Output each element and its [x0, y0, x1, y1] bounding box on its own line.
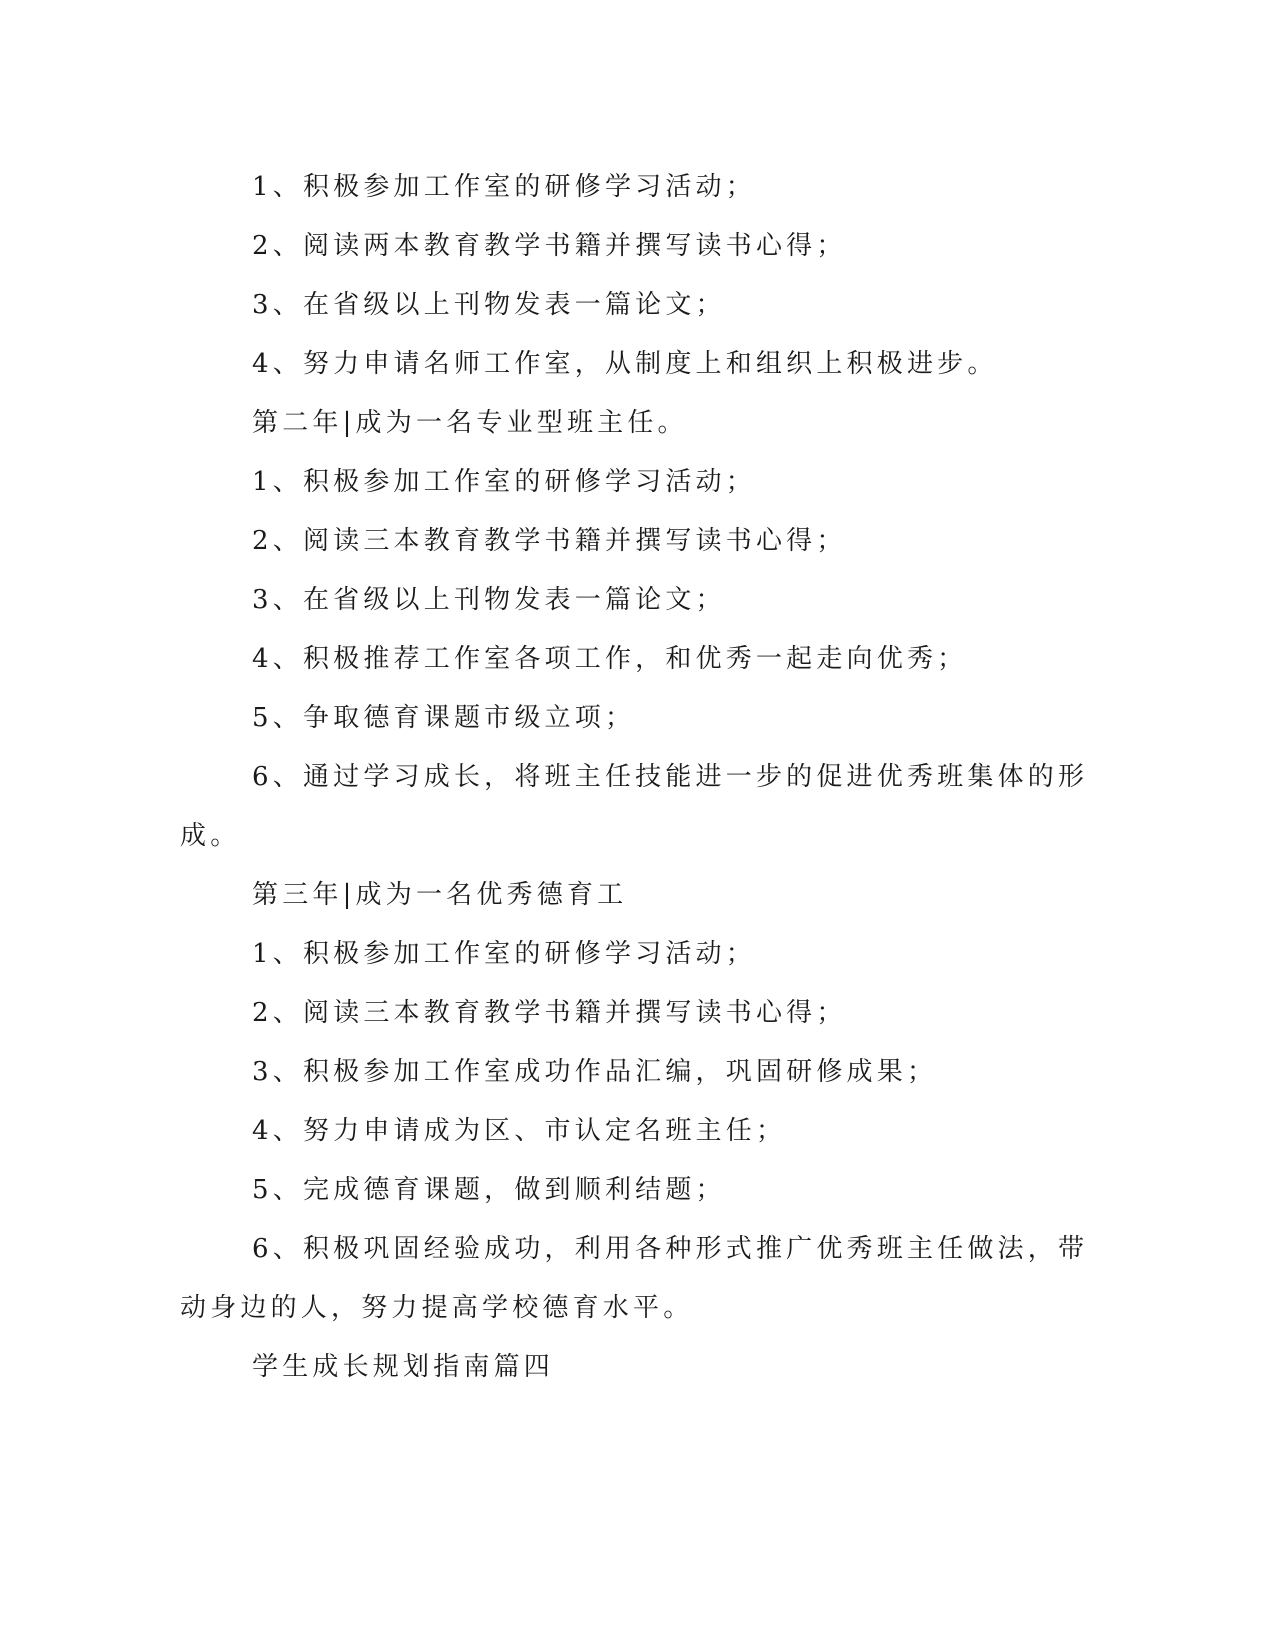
paragraph-line: 4、努力申请名师工作室，从制度上和组织上积极进步。	[252, 349, 998, 379]
paragraph-line-continued: 成。	[180, 821, 241, 851]
paragraph-line: 4、积极推荐工作室各项工作，和优秀一起走向优秀；	[252, 644, 968, 674]
section-heading: 学生成长规划指南篇四	[252, 1352, 555, 1382]
paragraph-line: 2、阅读三本教育教学书籍并撰写读书心得；	[252, 526, 847, 556]
paragraph-line: 5、完成德育课题，做到顺利结题；	[252, 1175, 726, 1205]
paragraph-line: 3、在省级以上刊物发表一篇论文；	[252, 290, 726, 320]
document-body	[180, 158, 1089, 1397]
paragraph-line: 4、努力申请成为区、市认定名班主任；	[252, 1116, 787, 1146]
paragraph-line: 1、积极参加工作室的研修学习活动；	[252, 172, 756, 202]
paragraph-line: 2、阅读两本教育教学书籍并撰写读书心得；	[252, 231, 847, 261]
paragraph-line-continued: 动身边的人，努力提高学校德育水平。	[180, 1293, 694, 1323]
paragraph-line: 6、积极巩固经验成功，利用各种形式推广优秀班主任做法，带	[252, 1234, 1089, 1264]
paragraph-line: 2、阅读三本教育教学书籍并撰写读书心得；	[252, 998, 847, 1028]
paragraph-line: 3、积极参加工作室成功作品汇编，巩固研修成果；	[252, 1057, 938, 1087]
section-heading: 第二年|成为一名专业型班主任。	[252, 408, 688, 438]
section-heading: 第三年|成为一名优秀德育工	[252, 880, 628, 910]
paragraph-line: 1、积极参加工作室的研修学习活动；	[252, 939, 756, 969]
paragraph-line: 1、积极参加工作室的研修学习活动；	[252, 467, 756, 497]
paragraph-line: 6、通过学习成长，将班主任技能进一步的促进优秀班集体的形	[252, 762, 1089, 792]
paragraph-line: 3、在省级以上刊物发表一篇论文；	[252, 585, 726, 615]
paragraph-line: 5、争取德育课题市级立项；	[252, 703, 636, 733]
